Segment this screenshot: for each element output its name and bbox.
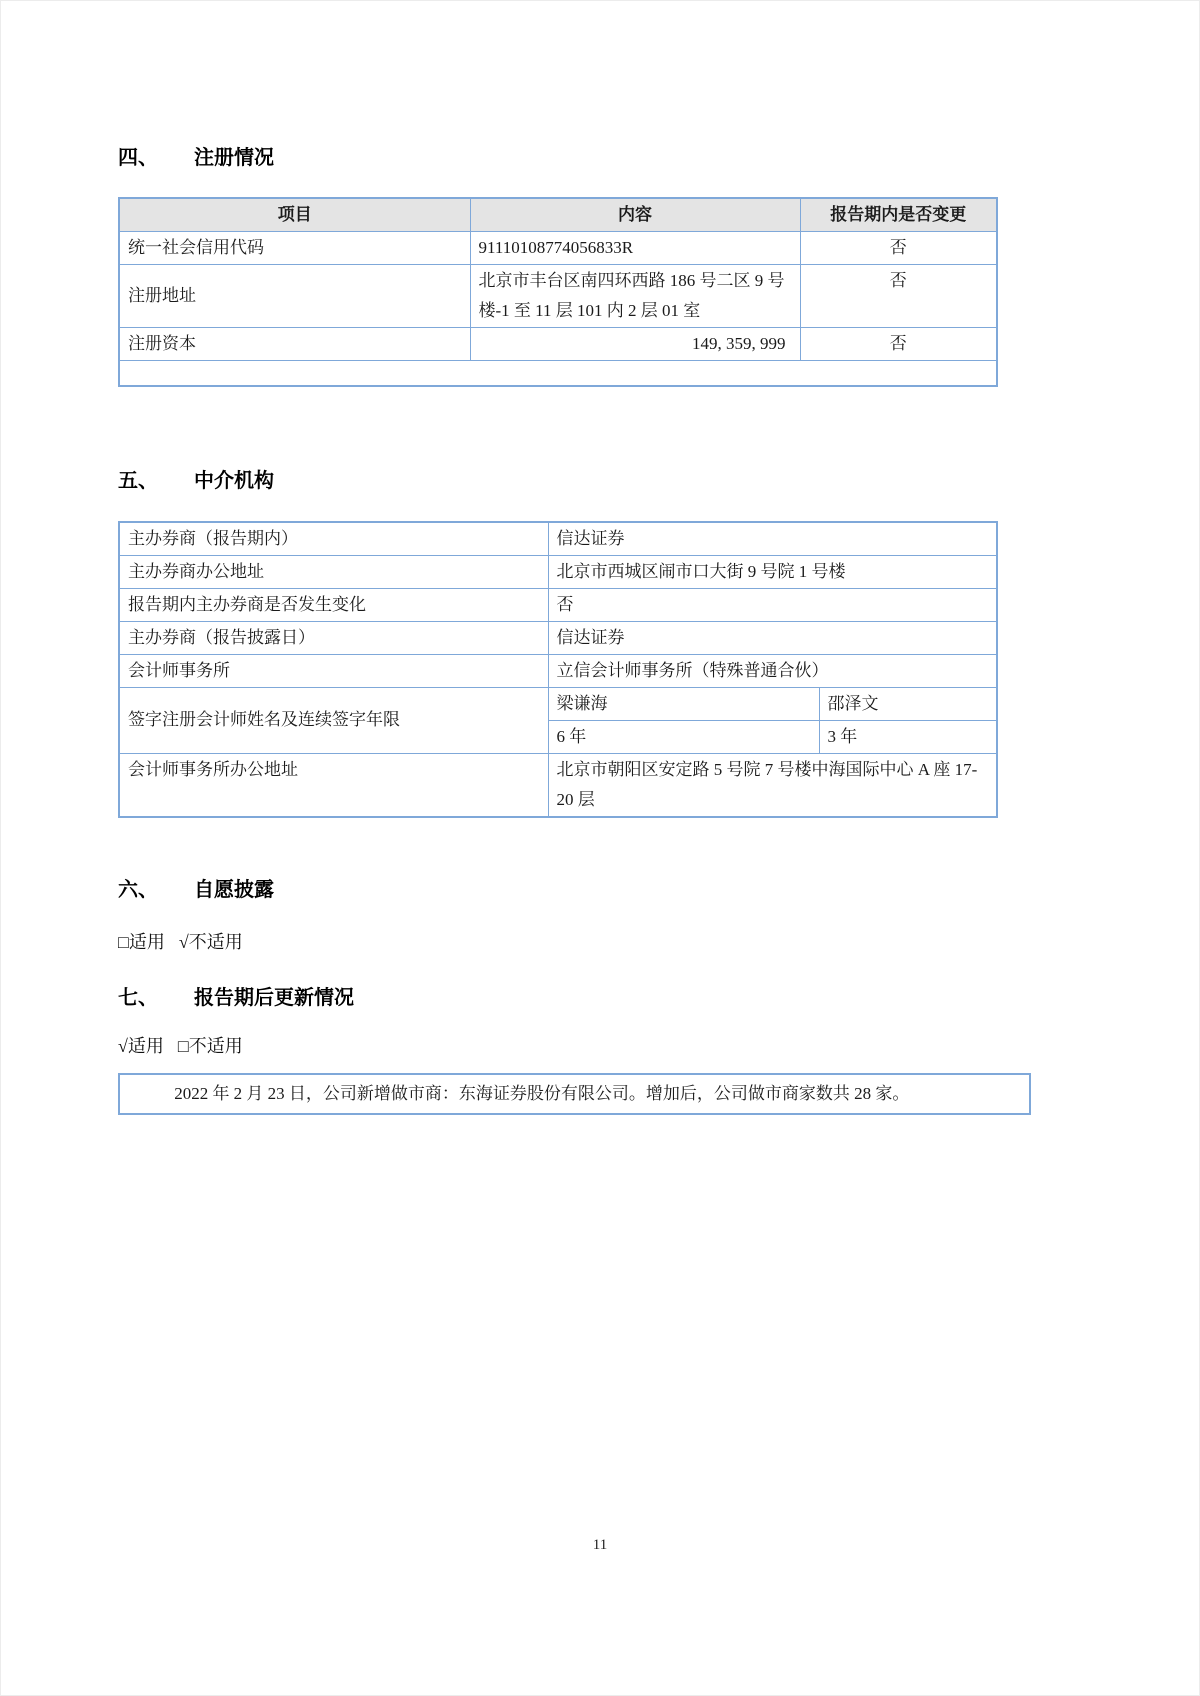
accountant-name-1: 梁谦海 <box>548 687 819 720</box>
registration-table-header-row <box>119 198 997 232</box>
table-row <box>119 555 997 588</box>
office-label: 会计师事务所办公地址 <box>119 753 548 817</box>
section7-heading <box>118 984 1061 1012</box>
section5-number: 五、 <box>118 469 158 492</box>
header-item: 项目 <box>119 198 470 232</box>
accountant-years-2: 3 年 <box>819 720 997 753</box>
row-item-changed: 否 <box>800 328 997 361</box>
row-item-label: 统一社会信用代码 <box>119 232 470 265</box>
row-value: 信达证券 <box>548 522 997 556</box>
applicable-checked: √适用 <box>118 1035 164 1056</box>
section6-applicability <box>118 930 1061 954</box>
empty-row <box>119 361 997 386</box>
row-label: 主办券商（报告披露日） <box>119 621 548 654</box>
accountant-years-1: 6 年 <box>548 720 819 753</box>
row-item-label: 注册地址 <box>119 265 470 328</box>
intermediary-table <box>118 521 998 818</box>
not-applicable-checked: √不适用 <box>178 931 243 952</box>
row-value: 否 <box>548 588 997 621</box>
row-label: 会计师事务所 <box>119 654 548 687</box>
row-item-label: 注册资本 <box>119 328 470 361</box>
row-value: 立信会计师事务所（特殊普通合伙） <box>548 654 997 687</box>
page-number: 11 <box>592 1537 608 1553</box>
page-content <box>1 1 1061 1115</box>
table-row <box>119 753 997 817</box>
accountants-label: 签字注册会计师姓名及连续签字年限 <box>119 687 548 753</box>
row-item-content: 149, 359, 999 <box>470 328 800 361</box>
row-item-changed: 否 <box>800 232 997 265</box>
row-item-changed: 否 <box>800 265 997 328</box>
table-row <box>119 232 997 265</box>
registration-table <box>118 197 998 387</box>
table-row <box>119 654 997 687</box>
section6-number: 六、 <box>118 878 158 901</box>
section7-number: 七、 <box>118 986 158 1009</box>
row-label: 报告期内主办券商是否发生变化 <box>119 588 548 621</box>
section6-title: 自愿披露 <box>194 878 274 901</box>
row-label: 主办券商（报告期内） <box>119 522 548 556</box>
table-row <box>119 588 997 621</box>
section5-heading <box>118 467 1061 495</box>
section4-number: 四、 <box>118 147 158 169</box>
table-row <box>119 621 997 654</box>
section5-title: 中介机构 <box>194 469 274 492</box>
section7-title: 报告期后更新情况 <box>194 986 354 1009</box>
accountant-name-2: 邵泽文 <box>819 687 997 720</box>
row-label: 主办券商办公地址 <box>119 555 548 588</box>
row-value: 信达证券 <box>548 621 997 654</box>
section4-title: 注册情况 <box>194 147 274 169</box>
section4-heading <box>118 144 1061 172</box>
table-row-accountants <box>119 687 997 720</box>
header-changed: 报告期内是否变更 <box>800 198 997 232</box>
table-row <box>119 522 997 556</box>
table-row <box>119 265 997 328</box>
office-value: 北京市朝阳区安定路 5 号院 7 号楼中海国际中心 A 座 17-20 层 <box>548 753 997 817</box>
row-item-content: 北京市丰台区南四环西路 186 号二区 9 号楼-1 至 11 层 101 内 2 层 01 室 <box>470 265 800 328</box>
table-row <box>119 328 997 361</box>
header-content: 内容 <box>470 198 800 232</box>
section6-heading <box>118 876 1061 904</box>
row-value: 北京市西城区闹市口大街 9 号院 1 号楼 <box>548 555 997 588</box>
row-item-content: 91110108774056833R <box>470 232 800 265</box>
not-applicable-checkbox-unchecked: □不适用 <box>177 1035 243 1056</box>
empty-cell <box>119 361 997 386</box>
section7-applicability <box>118 1034 1061 1058</box>
update-note-box: 2022 年 2 月 23 日，公司新增做市商：东海证券股份有限公司。增加后，公司做市商家数共 28 家。 <box>118 1073 1031 1115</box>
applicable-checkbox-unchecked: □适用 <box>118 931 165 952</box>
